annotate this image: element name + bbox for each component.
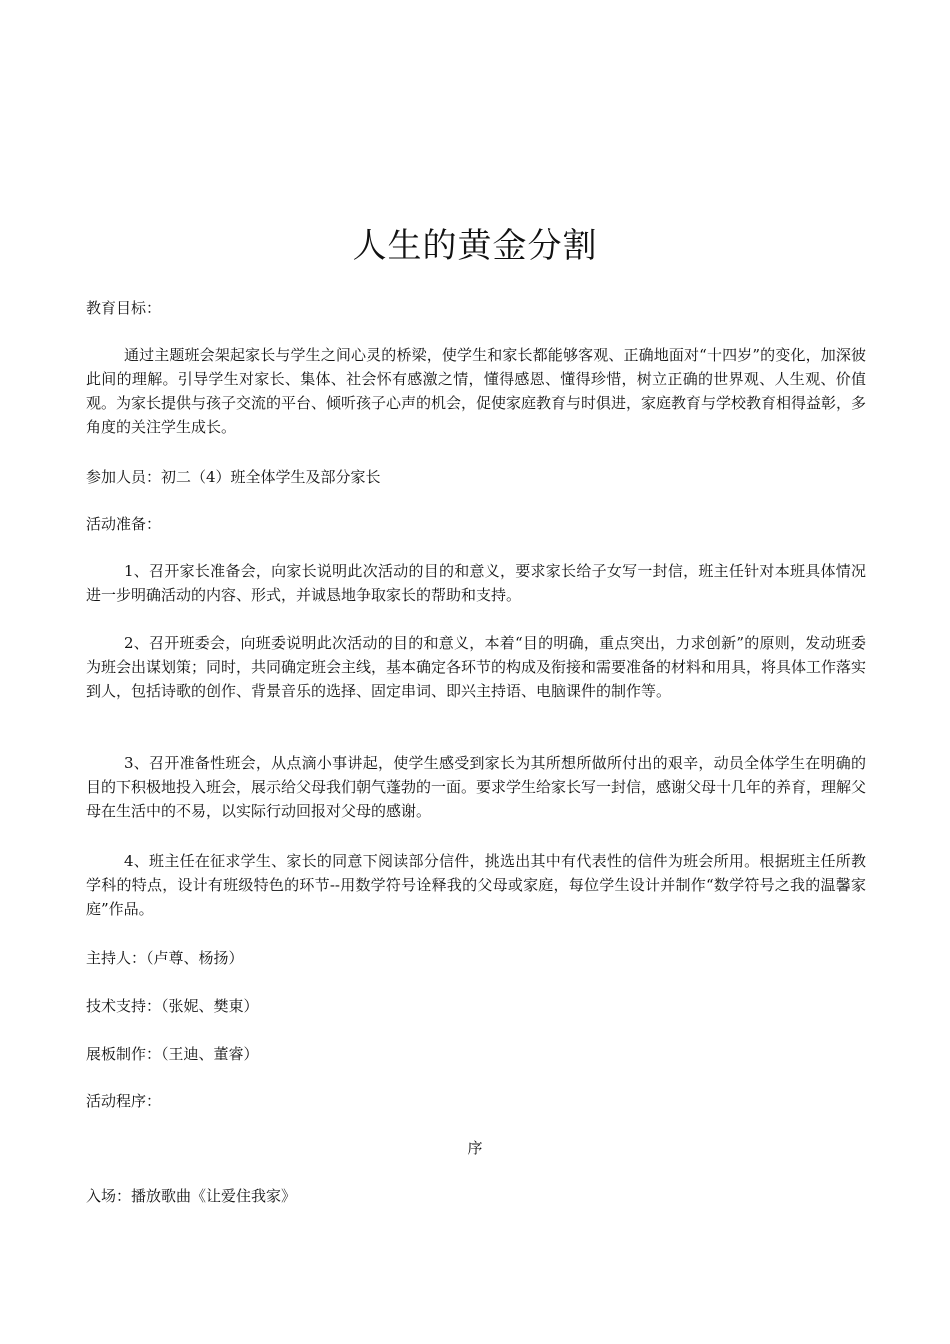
tech-support-line: 技术支持：（张妮、樊東）	[86, 997, 259, 1015]
prep-heading: 活动准备：	[86, 515, 162, 533]
program-heading: 活动程序：	[86, 1092, 162, 1110]
prep-item-4: 4、班主任在征求学生、家长的同意下阅读部分信件，挑选出其中有代表性的信件为班会所用。根据班主任所教学科的特点，设计有班级特色的环节--用数学符号诠释我的父母或家庭，每位学生设计并制作“数学符号之我的温馨家庭”作品。	[86, 852, 866, 918]
prep-item-2: 2、召开班委会，向班委说明此次活动的目的和意义，本着“目的明确，重点突出，力求创新”的原则，发动班委为班会出谋划策；同时，共同确定班会主线，基本确定各环节的构成及衔接和需要准备的材料和用具，将具体工作落实到人，包括诗歌的创作、背景音乐的选择、固定串词、即兴主持语、电脑课件的制作等。	[86, 634, 867, 700]
goal-heading: 教育目标：	[86, 299, 162, 317]
host-line: 主持人：（卢尊、杨扬）	[86, 949, 244, 967]
section-heading: 序	[467, 1139, 483, 1157]
board-making-line: 展板制作：（王迪、董睿）	[86, 1045, 259, 1063]
participants-line: 参加人员：初二（4）班全体学生及部分家长	[86, 468, 381, 486]
prep-item-3: 3、召开准备性班会，从点滴小事讲起，使学生感受到家长为其所想所做所付出的艰辛，动员全体学生在明确的目的下积极地投入班会，展示给父母我们朝气蓬勃的一面。要求学生给家长写一封信，感谢父母十几年的养育，理解父母在生活中的不易，以实际行动回报对父母的感谢。	[86, 754, 867, 820]
prep-item-1: 1、召开家长准备会，向家长说明此次活动的目的和意义，要求家长给子女写一封信，班主任针对本班具体情况进一步明确活动的内容、形式，并诚恳地争取家长的帮助和支持。	[86, 562, 866, 604]
goal-paragraph: 通过主题班会架起家长与学生之间心灵的桥梁，使学生和家长都能够客观、正确地面对“十四岁”的变化，加深彼此间的理解。引导学生对家长、集体、社会怀有感激之情，懂得感恩、懂得珍惜，树立正确的世界观、人生观、价值观。为家长提供与孩子交流的平台、倾听孩子心声的机会，促使家庭教育与时俱进，家庭教育与学校教育相得益彰，多角度的关注学生成长。	[86, 346, 867, 436]
document-title: 人生的黄金分割	[352, 226, 598, 266]
entrance-line: 入场：播放歌曲《让爱住我家》	[86, 1187, 297, 1205]
